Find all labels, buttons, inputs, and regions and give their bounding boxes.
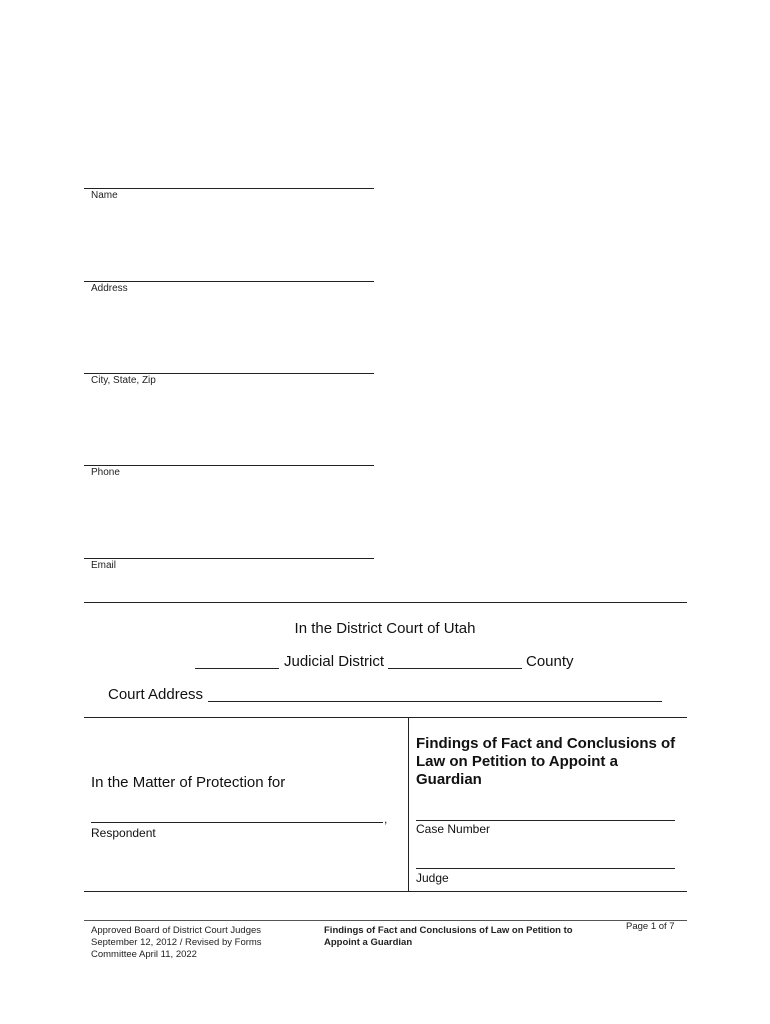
- footer-page-number: Page 1 of 7: [626, 921, 675, 932]
- caption-bottom-rule: [84, 891, 687, 892]
- address-label: Address: [91, 283, 128, 294]
- county-name-line[interactable]: [388, 668, 522, 669]
- court-address-line[interactable]: [208, 701, 662, 702]
- judicial-district-label: Judicial District: [284, 653, 385, 670]
- caption-top-rule: [84, 717, 687, 718]
- email-label: Email: [91, 560, 117, 571]
- court-heading: In the District Court of Utah: [294, 620, 476, 637]
- county-label: County: [526, 653, 574, 670]
- caption-divider: [408, 717, 409, 891]
- footer-document-title: Findings of Fact and Conclusions of Law on Petition to Appoint a Guardian: [324, 925, 573, 948]
- footer-approval-text: Approved Board of District Court Judges September 12, 2012 / Revised by Forms Committee April 11, 2022: [91, 925, 262, 960]
- judge-line[interactable]: [416, 868, 675, 869]
- name-line[interactable]: [84, 188, 374, 189]
- case-number-line[interactable]: [416, 820, 675, 821]
- court-address-label: Court Address: [108, 686, 204, 703]
- court-top-rule: [84, 602, 687, 603]
- respondent-name-line[interactable]: [91, 822, 383, 823]
- document-title: Findings of Fact and Conclusions of Law on Petition to Appoint a Guardian: [416, 735, 676, 788]
- judge-label: Judge: [416, 871, 449, 885]
- case-number-label: Case Number: [416, 822, 491, 836]
- matter-label: In the Matter of Protection for: [91, 774, 286, 791]
- phone-label: Phone: [91, 467, 120, 478]
- footer-rule: [84, 920, 687, 921]
- respondent-comma: ,: [384, 812, 388, 826]
- phone-line[interactable]: [84, 465, 374, 466]
- address-line[interactable]: [84, 281, 374, 282]
- email-line[interactable]: [84, 558, 374, 559]
- city-state-zip-line[interactable]: [84, 373, 374, 374]
- respondent-label: Respondent: [91, 826, 156, 840]
- name-label: Name: [91, 190, 118, 201]
- city-state-zip-label: City, State, Zip: [91, 375, 156, 386]
- district-number-line[interactable]: [195, 668, 279, 669]
